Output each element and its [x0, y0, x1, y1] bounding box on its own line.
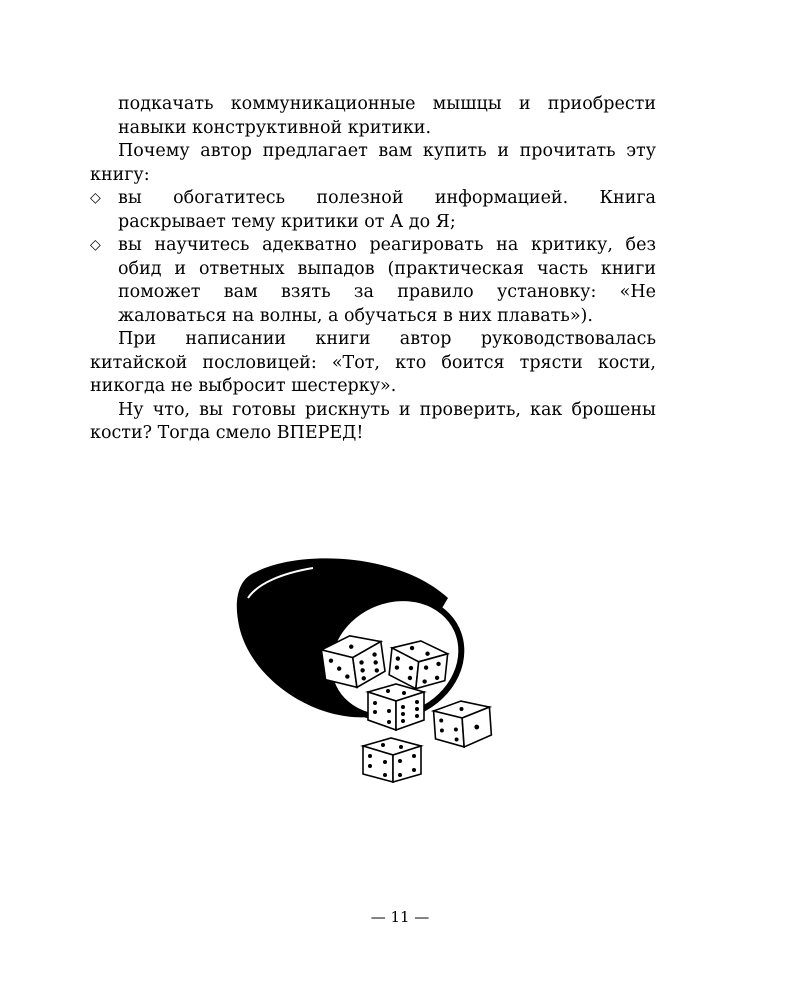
bullet-text-1: вы обогатитесь полезной информацией. Книга раскрывает тему критики от А до Я;: [118, 188, 656, 232]
diamond-bullet-icon: ◇: [90, 237, 101, 253]
paragraph-1: подкачать коммуникационные мышцы и приобрести навыки конструктивной критики.: [118, 94, 656, 138]
bullet-list: [90, 187, 656, 328]
main-text: [90, 93, 656, 446]
paragraph-2: Почему автор предлагает вам купить и прочитать эту книгу:: [90, 141, 656, 185]
die-icon: [368, 684, 424, 730]
diamond-bullet-icon: ◇: [90, 190, 101, 206]
die-icon: [433, 699, 492, 749]
dice-cup-illustration: [228, 548, 498, 783]
paragraph-4: Ну что, вы готовы рискнуть и проверить, как брошены кости? Тогда смело ВПЕРЕД!: [90, 399, 656, 443]
list-item: [90, 187, 656, 234]
list-item: [90, 234, 656, 328]
paragraph-3: При написании книги автор руководствовалась китайской пословицей: «Тот, кто боится трясти кости, никогда не выбросит шестерку».: [90, 329, 656, 396]
bullet-text-2: вы научитесь адекватно реагировать на критику, без обид и ответных выпадов (практическая часть книги поможет вам взять за правило установку: «Не жаловаться на волны, а обучаться в них плавать»).: [118, 235, 656, 326]
page-number: — 11 —: [370, 908, 430, 926]
die-icon: [363, 738, 421, 782]
